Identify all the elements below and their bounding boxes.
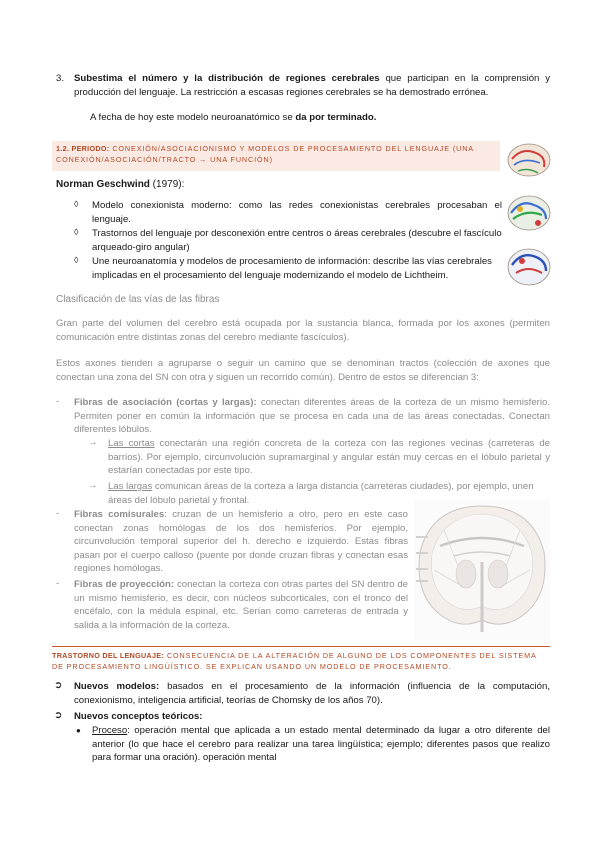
- section-period-text: CONEXIÓN/ASOCIACIONISMO Y MODELOS DE PROCESAMIENTO DEL LENGUAJE (UNA CONEXIÓN/ASOCIACIÓN/TRACTO → UNA FUNCIÓN): [56, 144, 474, 164]
- fibers-tracts: Estos axones tienden a agruparse o seguir un camino que se denominan tractos (colección de axones que conectan una zona del SN con otra y siguen un recorrido común). Dentro de estos se diferencian 3:: [56, 358, 550, 383]
- bullet-icon: ◊: [74, 199, 79, 209]
- section-period-label: 1.2. PERIODO:: [56, 144, 110, 153]
- assoc-short: [108, 437, 550, 478]
- arrow-bullet-icon: ➲: [54, 680, 63, 691]
- item3-bold: Subestima el número y la distribución de regiones cerebrales: [74, 73, 380, 84]
- today-note: [90, 111, 530, 125]
- arrow-icon: →: [88, 480, 98, 491]
- geschwind-name: Norman Geschwind: [56, 179, 150, 190]
- trastorno-text: CONSECUENCIA DE LA ALTERACIÓN DE ALGUNO DE LOS COMPONENTES DEL SISTEMA DE PROCESAMIENTO LINGÜÍSTICO. SE EXPLICAN USANDO UN MODELO DE PROCESAMIENTO.: [52, 651, 537, 671]
- dash-bullet: -: [56, 396, 60, 407]
- proceso-paragraph: [92, 724, 550, 765]
- dash-bullet: -: [56, 578, 60, 589]
- fibers-heading: Clasificación de las vías de las fibras: [56, 294, 220, 305]
- today-note-text: A fecha de hoy este modelo neuroanatómico se: [90, 112, 296, 123]
- proceso-label: Proceso: [92, 725, 128, 736]
- comis-bold: Fibras comisurales: [74, 509, 165, 520]
- trastorno-header: [52, 650, 550, 672]
- arrow-bullet-icon: ➲: [54, 710, 63, 721]
- comis-text: : cruzan de un hemisferio a otro, pero en este caso conectan zonas homólogas de los dos hemisferios. Por ejemplo, circunvolución temporal superior del h. derecho e izquierdo. Estas fibras pasan por el cuerpo calloso (puente por donde cruzan fibras y conectan esas regiones homólogas.: [74, 509, 409, 575]
- comis-paragraph: [74, 508, 408, 576]
- assoc-long-text: comunican áreas de la corteza a larga distancia (carreteras ciudades), por ejemplo, unen áreas del lóbulo parietal y frontal.: [108, 481, 534, 506]
- today-note-bold: da por terminado.: [295, 112, 377, 123]
- dot-bullet-icon: ●: [76, 726, 81, 735]
- brain-illustrations: [506, 137, 552, 297]
- assoc-long-label: Las largas: [108, 481, 153, 492]
- geschwind-bullet: Modelo conexionista moderno: como las redes conexionistas cerebrales procesaban el lenguaje.: [92, 200, 502, 225]
- geschwind-year: (1979):: [149, 179, 185, 190]
- dash-bullet: -: [56, 508, 60, 519]
- item3-text: que participan en la comprensión y producción del lenguaje. La restricción a escasas regiones cerebrales se ha demostrado errónea.: [74, 73, 550, 98]
- nuevos-modelos-paragraph: [74, 680, 550, 707]
- section-divider: [52, 646, 550, 647]
- nuevos-modelos-text: basados en el procesamiento de la información (influencia de la computación, conexionismo, inteligencia artificial, teorías de Chomsky de los años 70).: [74, 681, 550, 706]
- geschwind-heading: [56, 178, 496, 192]
- assoc-text: conectan diferentes áreas de la corteza de un mismo hemisferio. Permiten poner en común la información que se procesa en cada una de las áreas conectadas. Conectan diferentes lóbulos.: [74, 397, 550, 436]
- fibers-intro: Gran parte del volumen del cerebro está ocupada por la sustancia blanca, formada por los axones (permiten comunicación entre distintas zonas del cerebro mediante fascículos).: [56, 318, 550, 343]
- brain-image-3: [508, 249, 550, 285]
- bullet-icon: ◊: [74, 255, 79, 265]
- brain-image-2: [508, 196, 550, 230]
- proy-text: conectan la corteza con otras partes del SN dentro de un mismo hemisferio, es decir, con núcleos subcorticales, con el tronco del encéfalo, con la médula espinal, etc. Serían como carreteras de entrada y salida a la información de la corteza.: [74, 579, 409, 631]
- assoc-bold: Fibras de asociación (cortas y largas):: [74, 397, 257, 408]
- proy-bold: Fibras de proyección:: [74, 579, 175, 590]
- arrow-icon: →: [88, 437, 98, 448]
- bullet-icon: ◊: [74, 227, 79, 237]
- assoc-short-text: conectarán una región concreta de la corteza con las regiones vecinas (carreteras de barrios). Por ejemplo, circunvolución supramarginal y angular están muy cercas en el lóbulo parietal y estarían conectadas por este tipo.: [108, 438, 550, 477]
- brain-image-1: [508, 144, 550, 176]
- nuevos-modelos-bold: Nuevos modelos:: [74, 681, 160, 692]
- nuevos-conceptos-heading: Nuevos conceptos teóricos:: [74, 711, 203, 722]
- proceso-text: : operación mental que aplicada a un estado mental determinado da lugar a otro diferente del anterior (lo que hace el cerebro para realizar una tarea lingüística; ejemplo; diferentes pasos que realizo para formar una oración). operación mental: [92, 725, 550, 764]
- geschwind-bullet: Trastornos del lenguaje por desconexión entre centros o áreas cerebrales (descubre el fascículo arqueado-giro angular): [92, 228, 502, 253]
- list-number: 3.: [56, 73, 65, 84]
- geschwind-bullet: Une neuroanatomía y modelos de procesamiento de información: describe las vías cerebrales implicadas en el procesamiento del lenguaje modernizando el modelo de Lichtheim.: [92, 256, 492, 281]
- assoc-short-label: Las cortas: [108, 438, 155, 449]
- brain-coronal-section-figure: [414, 500, 550, 640]
- proy-paragraph: [74, 578, 408, 632]
- trastorno-label: TRASTORNO DEL LENGUAJE:: [52, 651, 165, 660]
- item3-paragraph: [74, 72, 550, 99]
- assoc-paragraph: [74, 396, 550, 437]
- section-period-header: [52, 141, 500, 171]
